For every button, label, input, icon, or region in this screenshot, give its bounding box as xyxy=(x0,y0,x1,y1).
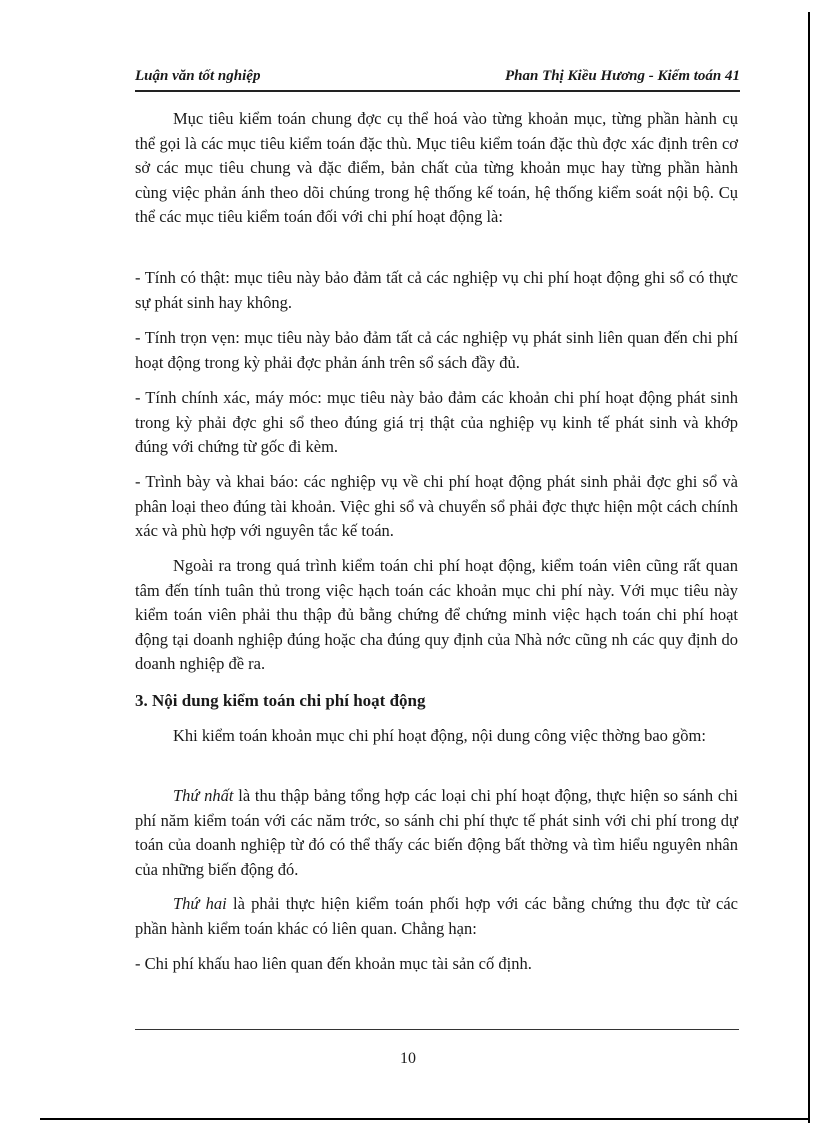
footer-divider xyxy=(135,1029,739,1030)
paragraph-second xyxy=(135,892,738,941)
bullet-completeness: - Tính trọn vẹn: mục tiêu này bảo đảm tất cả các nghiệp vụ phát sinh liên quan đến chi phí hoạt động trong kỳ phải đợc phản ánh trên sổ sách đầy đủ. xyxy=(135,328,738,372)
paragraph-audit-objectives: Mục tiêu kiểm toán chung đợc cụ thể hoá vào từng khoản mục, từng phần hành cụ thể gọi là các mục tiêu kiểm toán đặc thù. Mục tiêu kiểm toán đặc thù đợc xác định trên cơ sở các mục tiêu chung và đặc điểm, bản chất của từng khoản mục hay từng phần hành cùng việc phản ánh theo dõi chúng trong hệ thống kế toán, hệ thống kiểm soát nội bộ. Cụ thể các mục tiêu kiểm toán đối với chi phí hoạt động là: xyxy=(135,109,738,226)
page-border-bottom xyxy=(40,1118,810,1120)
paragraph-first xyxy=(135,784,738,882)
second-emphasis: Thứ hai xyxy=(173,894,227,913)
paragraph-intro: Khi kiểm toán khoản mục chi phí hoạt động, nội dung công việc thờng bao gồm: xyxy=(173,726,706,745)
section-heading: 3. Nội dung kiểm toán chi phí hoạt động xyxy=(135,691,426,710)
header-author-label: Phan Thị Kiều Hương - Kiểm toán 41 xyxy=(505,68,740,84)
bullet-presentation: - Trình bày và khai báo: các nghiệp vụ về chi phí hoạt động phát sinh phải đợc ghi sổ và phân loại theo đúng tài khoản. Việc ghi sổ và chuyển sổ phải đợc thực hiện một cách chính xác và phù hợp với nguyên tắc kế toán. xyxy=(135,472,738,540)
second-text: là phải thực hiện kiểm toán phối hợp với các bằng chứng thu đợc từ các phần hành kiểm toán khác có liên quan. Chẳng hạn: xyxy=(135,894,738,938)
first-text: là thu thập bảng tổng hợp các loại chi phí hoạt động, thực hiện so sánh chi phí năm kiểm toán với các năm trớc, so sánh chi phí thực tế phát sinh với chi phí trong dự toán của doanh nghiệp từ đó có thể thấy các biến động bất thờng và tìm hiểu nguyên nhân của những biến động đó. xyxy=(135,786,738,879)
paragraph-compliance: Ngoài ra trong quá trình kiểm toán chi phí hoạt động, kiểm toán viên cũng rất quan tâm đến tính tuân thủ trong việc hạch toán các khoản mục chi phí này. Với mục tiêu này kiểm toán viên phải thu thập đủ bằng chứng để chứng minh việc hạch toán chi phí hoạt động tại doanh nghiệp đúng hoặc cha đúng quy định của Nhà nớc cũng nh các quy định do doanh nghiệp đề ra. xyxy=(135,556,738,673)
page-border-right xyxy=(808,12,810,1123)
page-number: 10 xyxy=(400,1050,416,1067)
header-thesis-label: Luận văn tốt nghiệp xyxy=(135,68,261,84)
first-emphasis: Thứ nhất xyxy=(173,786,234,805)
bullet-depreciation: - Chi phí khấu hao liên quan đến khoản mục tài sản cố định. xyxy=(135,954,532,973)
page-header xyxy=(135,68,740,92)
bullet-accuracy: - Tính chính xác, máy móc: mục tiêu này bảo đảm các khoản chi phí hoạt động phát sinh trong kỳ phải đợc ghi sổ theo đúng giá trị thật của nghiệp vụ kinh tế phát sinh và khớp đúng với chứng từ gốc đi kèm. xyxy=(135,388,738,456)
bullet-existence: - Tính có thật: mục tiêu này bảo đảm tất cả các nghiệp vụ chi phí hoạt động ghi sổ có thực sự phát sinh hay không. xyxy=(135,268,738,312)
